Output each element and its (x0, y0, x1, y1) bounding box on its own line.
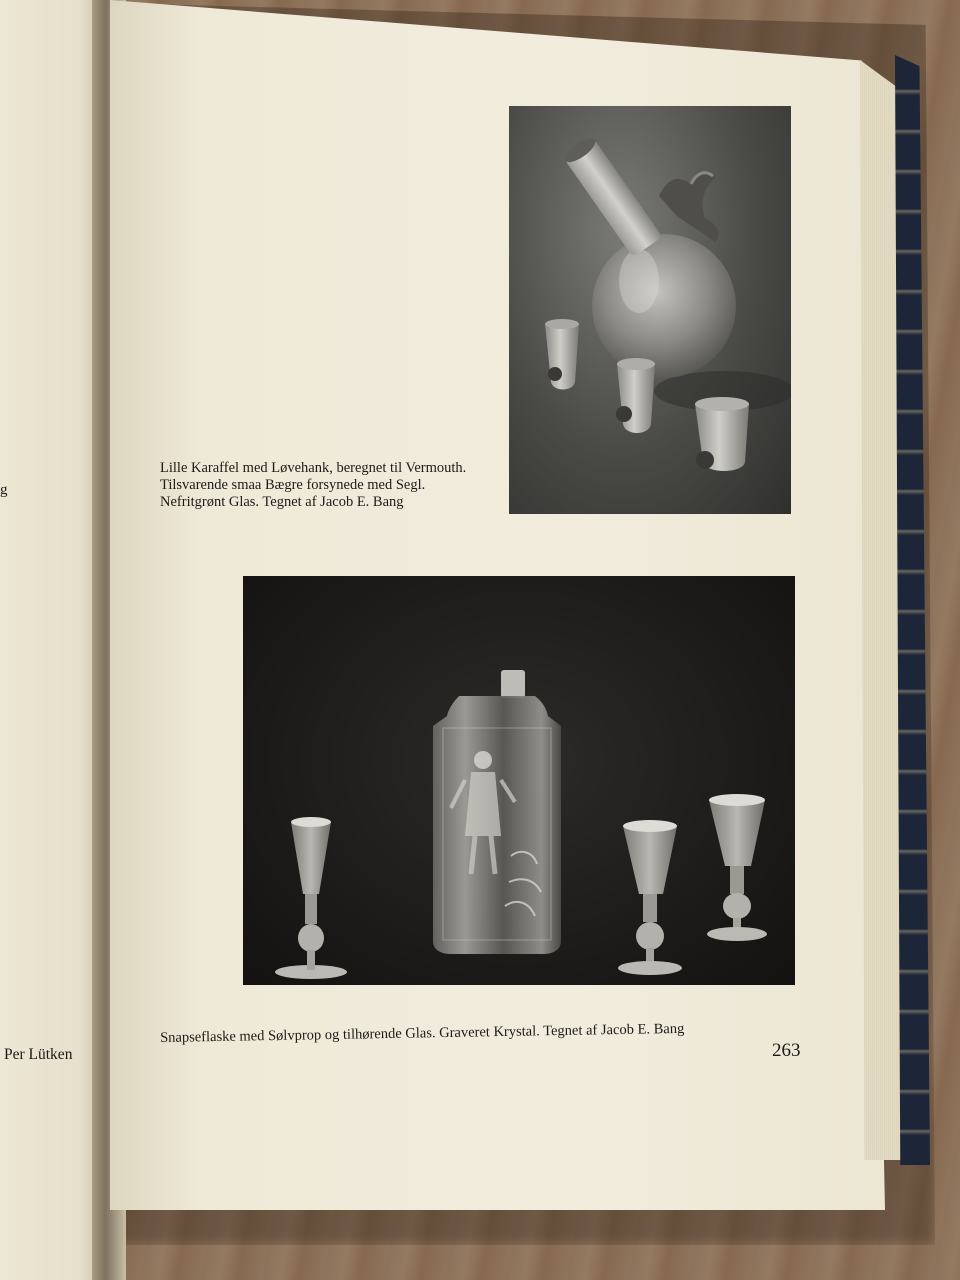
carafe-photograph (509, 106, 791, 514)
carafe-caption-line-1: Lille Karaffel med Løvehank, beregnet til Vermouth. (160, 460, 467, 476)
schnapps-bottle-photograph (243, 576, 795, 985)
author-name: Per Lütken (4, 1046, 73, 1063)
carafe-caption-line-2: Tilsvarende smaa Bægre forsynede med Segl. (160, 477, 426, 493)
carafe-caption-line-3: Nefritgrønt Glas. Tegnet af Jacob E. Bang (160, 494, 404, 510)
page-number: 263 (772, 1040, 801, 1061)
schnapps-bottle-caption: Snapseflaske med Sølvprop og tilhørende Glas. Graveret Krystal. Tegnet af Jacob E. Bang (160, 1020, 685, 1046)
left-page-fragment: g (0, 482, 8, 498)
carafe-caption (160, 460, 466, 511)
